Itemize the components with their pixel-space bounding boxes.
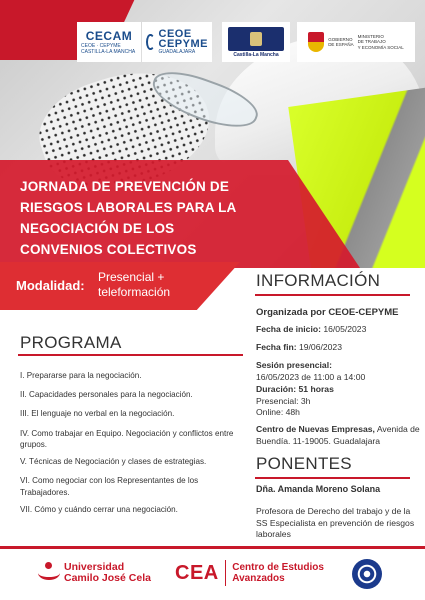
duration-presencial: Presencial: 3h bbox=[256, 395, 311, 406]
modalidad-value-line: Presencial + bbox=[98, 270, 165, 284]
duration-value: 51 horas bbox=[298, 384, 334, 394]
organizer: Organizada por CEOE-CEPYME bbox=[256, 307, 399, 318]
cea-logo bbox=[175, 560, 324, 586]
ceoe-logo bbox=[142, 22, 212, 62]
program-divider bbox=[18, 354, 243, 356]
venue-name: Centro de Nuevas Empresas, bbox=[256, 424, 375, 434]
min-logo-line: GOBIERNO bbox=[328, 36, 353, 42]
ministerio-trabajo-logo bbox=[297, 22, 415, 62]
venue bbox=[256, 424, 421, 447]
speakers-divider bbox=[255, 477, 410, 479]
event-title-line: CONVENIOS COLECTIVOS bbox=[20, 242, 197, 257]
end-date bbox=[256, 342, 421, 354]
modalidad-value-line: teleformación bbox=[98, 285, 171, 299]
speaker-name: Dña. Amanda Moreno Solana bbox=[256, 484, 381, 494]
program-item: VI. Como negociar con los Representantes de los Trabajadores. bbox=[20, 476, 199, 497]
ceoe-logo-text: CEOE bbox=[158, 28, 192, 40]
start-date bbox=[256, 324, 421, 336]
ceoe-logo-subtext: GUADALAJARA bbox=[158, 49, 196, 55]
duration-label: Duración: bbox=[256, 384, 297, 394]
start-date-value: 16/05/2023 bbox=[323, 324, 367, 334]
min-logo-line: MINISTERIO bbox=[357, 33, 384, 39]
program-list bbox=[20, 370, 244, 523]
cea-logo-line: Avanzados bbox=[232, 573, 285, 584]
min-logo-line: DE TRABAJO bbox=[357, 39, 386, 45]
cea-separator bbox=[225, 560, 227, 586]
duration bbox=[256, 384, 421, 419]
duration-online: Online: 48h bbox=[256, 407, 300, 417]
venue-address: Avenida de Buendía. 11-19005. Guadalajara bbox=[256, 424, 420, 446]
ucjc-emblem-icon bbox=[38, 566, 60, 580]
end-date-value: 19/06/2023 bbox=[298, 342, 342, 352]
coat-of-arms-icon bbox=[308, 32, 324, 52]
ucjc-logo-line: Universidad bbox=[64, 561, 125, 573]
cea-logo-line: Centro de Estudios bbox=[232, 562, 324, 573]
modalidad-label: Modalidad: bbox=[16, 278, 85, 293]
footer-divider bbox=[0, 546, 425, 549]
program-item: II. Capacidades personales para la negociación. bbox=[20, 390, 193, 400]
speaker-description: Profesora de Derecho del trabajo y de la SS Especialista en prevención de riesgos laborales bbox=[256, 506, 415, 539]
program-item: I. Prepararse para la negociación. bbox=[20, 371, 142, 380]
cepyme-logo-text: CEPYME bbox=[158, 38, 208, 50]
start-date-label: Fecha de inicio: bbox=[256, 324, 321, 334]
cecam-logo-subtext: CEOE · CEPYME CASTILLA-LA MANCHA bbox=[81, 43, 136, 55]
castilla-la-mancha-logo bbox=[222, 22, 290, 62]
program-item: IV. Como trabajar en Equipo. Negociación y conflictos entre grupos. bbox=[20, 428, 234, 450]
program-section-title: PROGRAMA bbox=[20, 333, 122, 352]
end-date-label: Fecha fin: bbox=[256, 342, 297, 352]
event-title bbox=[20, 176, 320, 260]
event-title-line: RIESGOS LABORALES PARA LA bbox=[20, 200, 237, 215]
ucjc-logo-line: Camilo José Cela bbox=[64, 572, 151, 584]
program-item: V. Técnicas de Negociación y clases de estrategias. bbox=[20, 457, 207, 467]
program-item: III. El lenguaje no verbal en la negociación. bbox=[20, 409, 175, 419]
event-title-line: NEGOCIACIÓN DE LOS bbox=[20, 221, 175, 236]
university-seal-icon bbox=[352, 559, 382, 589]
ucjc-logo bbox=[38, 562, 151, 584]
info-divider bbox=[255, 294, 410, 296]
cecam-logo bbox=[77, 22, 141, 62]
castle-icon bbox=[228, 27, 284, 51]
ceoe-mark-icon bbox=[146, 34, 155, 50]
speakers-section-title: PONENTES bbox=[256, 454, 352, 473]
cea-mark-text: CEA bbox=[175, 561, 219, 584]
min-logo-line: DE ESPAÑA bbox=[328, 42, 354, 47]
hero-banner bbox=[0, 0, 425, 268]
event-title-line: JORNADA DE PREVENCIÓN DE bbox=[20, 179, 230, 194]
min-logo-line: Y ECONOMÍA SOCIAL bbox=[357, 44, 404, 50]
clm-logo-text: Castilla-La Mancha bbox=[233, 51, 279, 58]
info-section-title: INFORMACIÓN bbox=[256, 271, 381, 290]
session-value: 16/05/2023 de 11:00 a 14:00 bbox=[256, 371, 366, 382]
modalidad-value bbox=[98, 270, 208, 300]
session bbox=[256, 360, 421, 383]
cecam-logo-text: CECAM bbox=[85, 29, 133, 43]
program-item: VII. Cómo y cuándo cerrar una negociación. bbox=[20, 504, 178, 514]
session-label: Sesión presencial: bbox=[256, 360, 332, 370]
